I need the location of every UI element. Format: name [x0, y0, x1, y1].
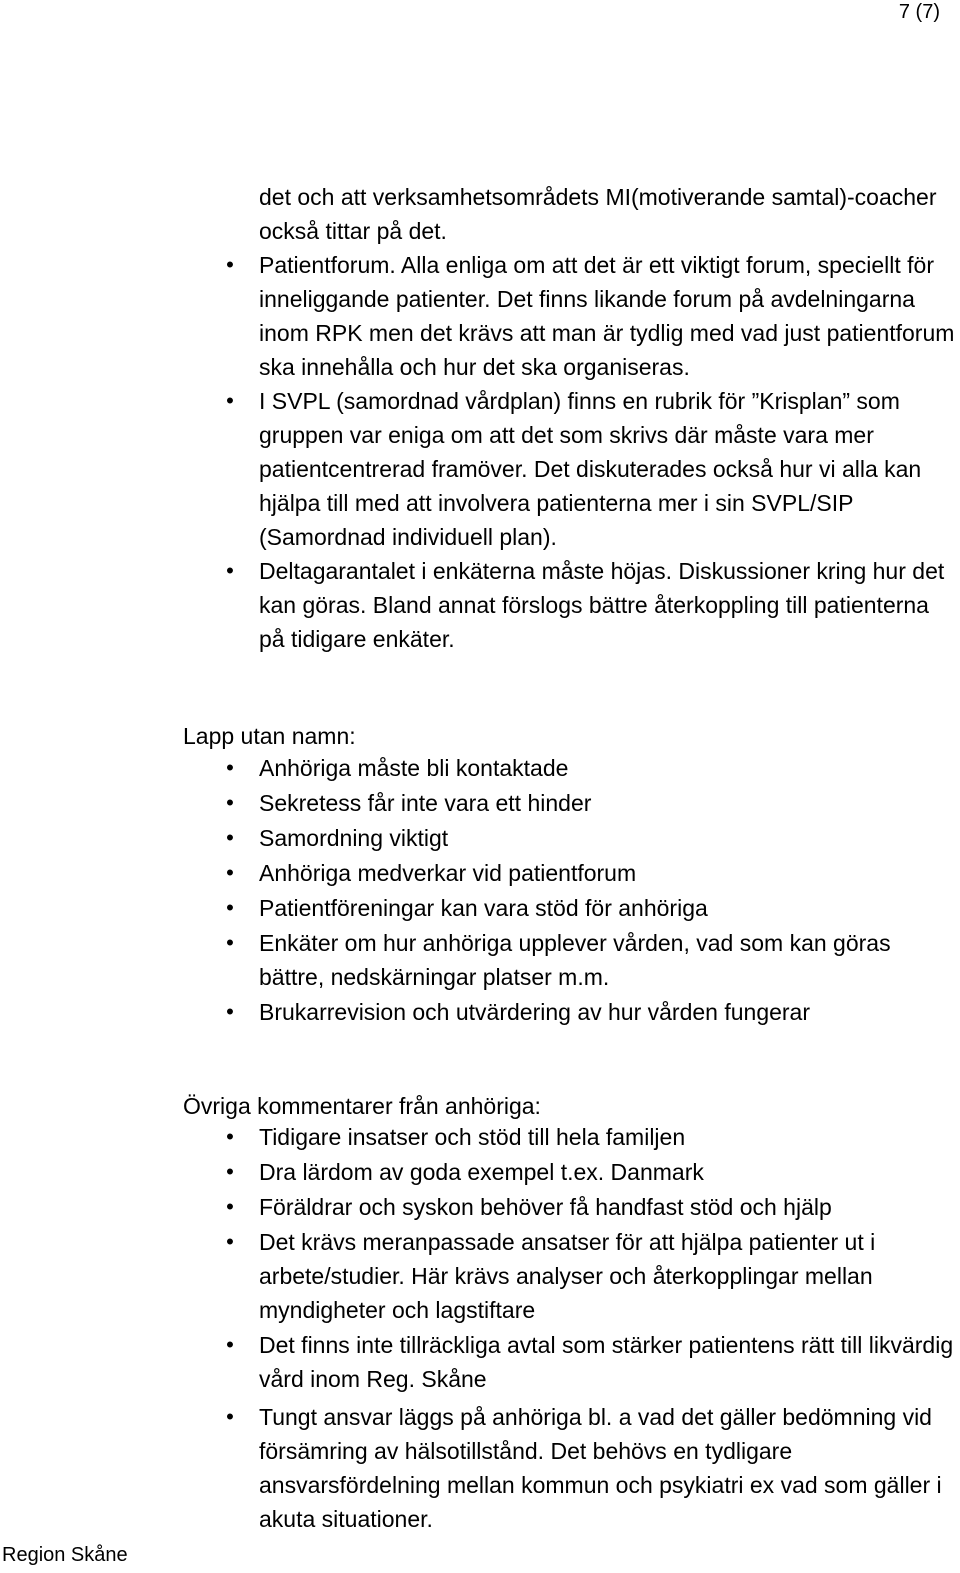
list-item: [226, 786, 959, 820]
section3-list: [226, 1120, 959, 1536]
bullet-icon: •: [226, 1159, 234, 1184]
list-item-text: Patientföreningar kan vara stöd för anhöriga: [259, 895, 708, 921]
bullet-icon: •: [226, 1404, 234, 1429]
list-item: [226, 1400, 959, 1536]
list-item: [226, 1155, 959, 1189]
continuation-paragraph: det och att verksamhetsområdets MI(motiverande samtal)-coacher också tittar på det.: [259, 184, 937, 244]
list-item: [226, 891, 959, 925]
bullet-icon: •: [226, 1229, 234, 1254]
bullet-icon: •: [226, 558, 234, 583]
bullet-icon: •: [226, 860, 234, 885]
list-item: [226, 1225, 959, 1327]
list-item-text: Patientforum. Alla enliga om att det är ett viktigt forum, speciellt för inneliggande patienter. Det finns likande forum på avdelningarna inom RPK men det krävs att man är tydlig med vad just patientforum ska innehålla och hur det ska organiseras.: [259, 252, 955, 380]
list-item-text: Tidigare insatser och stöd till hela familjen: [259, 1124, 686, 1150]
list-item-text: Det finns inte tillräckliga avtal som stärker patientens rätt till likvärdig vård inom Reg. Skåne: [259, 1332, 954, 1392]
bullet-icon: •: [226, 388, 234, 413]
list-item: [226, 554, 959, 656]
list-item: [226, 856, 959, 890]
bullet-icon: •: [226, 895, 234, 920]
page-number: 7 (7): [898, 1, 940, 23]
bullet-icon: •: [226, 755, 234, 780]
list-item-text: Sekretess får inte vara ett hinder: [259, 790, 592, 816]
list-item-text: Enkäter om hur anhöriga upplever vården, vad som kan göras bättre, nedskärningar platser m.m.: [259, 930, 891, 990]
bullet-icon: •: [226, 1332, 234, 1357]
section3-heading: Övriga kommentarer från anhöriga:: [183, 1093, 541, 1119]
list-item-text: Brukarrevision och utvärdering av hur vården fungerar: [259, 999, 811, 1025]
list-item-text: Anhöriga medverkar vid patientforum: [259, 860, 637, 886]
list-item: [226, 995, 959, 1029]
bullet-icon: •: [226, 1194, 234, 1219]
bullet-icon: •: [226, 825, 234, 850]
list-item: [226, 821, 959, 855]
list-item: [226, 926, 959, 994]
list-item: [226, 1120, 959, 1154]
bullet-icon: •: [226, 790, 234, 815]
list-item-text: I SVPL (samordnad vårdplan) finns en rubrik för ”Krisplan” som gruppen var eniga om att det som skrivs där måste vara mer patientcentrerad framöver. Det diskuterades också hur vi alla kan hjälpa till med att involvera patienterna mer i sin SVPL/SIP (Samordnad individuell plan).: [259, 388, 922, 550]
list-item-text: Tungt ansvar läggs på anhöriga bl. a vad det gäller bedömning vid försämring av hälsotillstånd. Det behövs en tydligare ansvarsfördelning mellan kommun och psykiatri ex vad som gäller i akuta situationer.: [259, 1404, 942, 1532]
bullet-icon: •: [226, 999, 234, 1024]
bullet-icon: •: [226, 1124, 234, 1149]
list-item-text: Föräldrar och syskon behöver få handfast stöd och hjälp: [259, 1194, 832, 1220]
list-item: [226, 751, 959, 785]
list-item: [226, 384, 959, 554]
list-item-text: Deltagarantalet i enkäterna måste höjas. Diskussioner kring hur det kan göras. Bland annat förslogs bättre återkoppling till patienterna på tidigare enkäter.: [259, 558, 945, 652]
list-item-text: Dra lärdom av goda exempel t.ex. Danmark: [259, 1159, 704, 1185]
list-item: [226, 1190, 959, 1224]
section1-list: [226, 248, 959, 656]
list-item: [226, 1328, 959, 1396]
list-item-text: Anhöriga måste bli kontaktade: [259, 755, 569, 781]
footer-organization: Region Skåne: [2, 1544, 128, 1566]
section2-list: [226, 751, 959, 1029]
list-item-text: Det krävs meranpassade ansatser för att hjälpa patienter ut i arbete/studier. Här krävs analyser och återkopplingar mellan myndigheter och lagstiftare: [259, 1229, 876, 1323]
bullet-icon: •: [226, 930, 234, 955]
list-item-text: Samordning viktigt: [259, 825, 449, 851]
section2-heading: Lapp utan namn:: [183, 723, 356, 749]
bullet-icon: •: [226, 252, 234, 277]
list-item: [226, 248, 959, 384]
